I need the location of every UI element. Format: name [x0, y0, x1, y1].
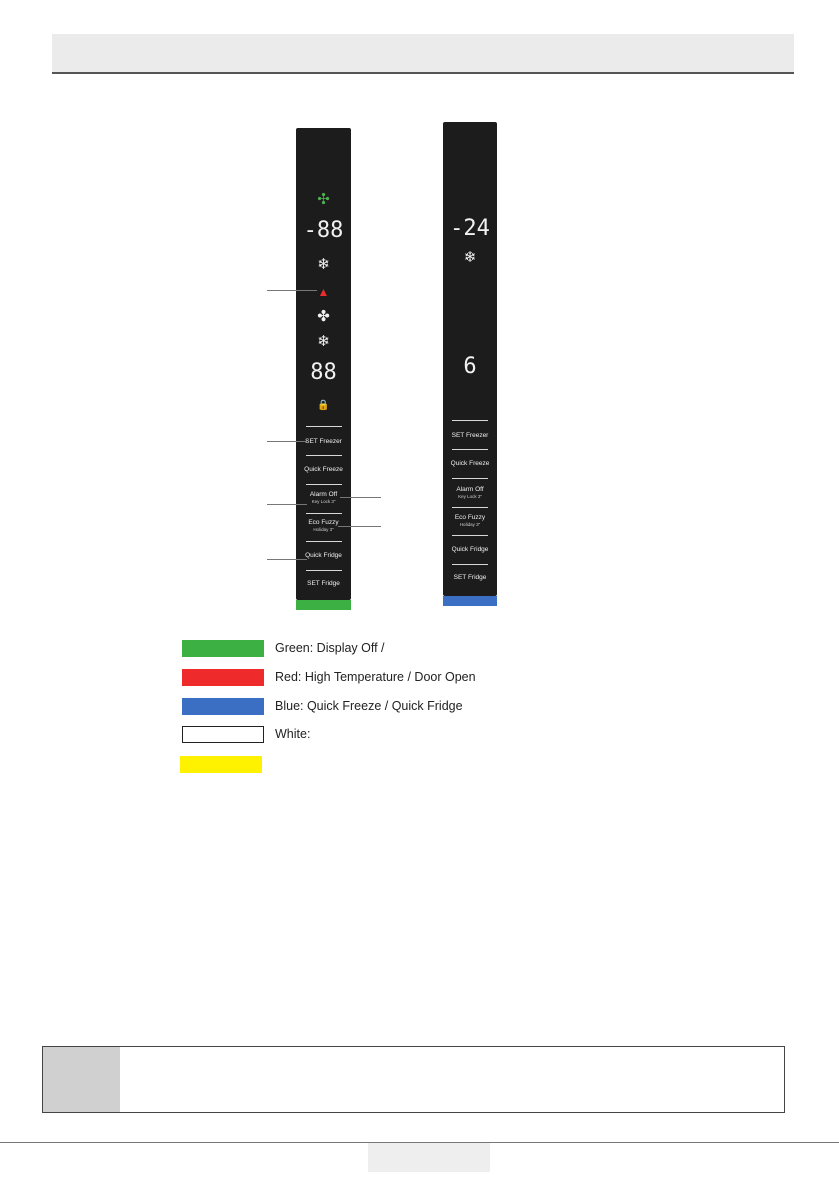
button-divider [306, 455, 342, 456]
note-icon-area [43, 1047, 120, 1112]
legend-text-green: Green: Display Off / [275, 641, 385, 655]
fridge-snowflake-icon: ❄ [317, 333, 330, 350]
legend-swatch-white [182, 726, 264, 743]
lock-icon: 🔒 [317, 400, 330, 411]
legend-swatch-red [182, 669, 264, 686]
set-fridge-button[interactable]: SET Fridge [453, 574, 487, 581]
legend-swatch-blue [182, 698, 264, 715]
eco-fuzzy-button[interactable]: Eco Fuzzy Holiday 3" [308, 519, 339, 532]
quick-freeze-button[interactable]: Quick Freeze [304, 466, 343, 473]
display-panel-left [296, 128, 351, 600]
eco-fuzzy-button[interactable]: Eco Fuzzy Holiday 3" [454, 514, 486, 527]
button-divider [452, 535, 488, 536]
button-divider [452, 478, 488, 479]
callout-line-alarm [267, 290, 317, 291]
callout-line-key-lock [340, 497, 381, 498]
legend-swatch-green [182, 640, 264, 657]
callout-line-holiday [338, 526, 381, 527]
button-divider [306, 426, 342, 427]
button-divider [452, 449, 488, 450]
legend-text-red: Red: High Temperature / Door Open [275, 670, 476, 684]
alarm-off-button[interactable]: Alarm Off Key Lock 3" [456, 486, 484, 499]
set-freezer-button[interactable]: SET Freezer [451, 432, 489, 439]
compressor-icon: ✣ [317, 191, 330, 208]
set-freezer-button[interactable]: SET Freezer [305, 438, 342, 445]
button-divider [452, 564, 488, 565]
fridge-temperature-display: 6 [463, 354, 477, 379]
button-divider [452, 420, 488, 421]
quick-freeze-button[interactable]: Quick Freeze [450, 460, 490, 467]
note-box [42, 1046, 785, 1113]
eco-icon: ✤ [317, 308, 330, 325]
button-divider [306, 541, 342, 542]
legend-text-blue: Blue: Quick Freeze / Quick Fridge [275, 699, 463, 713]
freezer-snowflake-icon: ❄ [317, 256, 330, 273]
legend-text-white: White: [275, 727, 311, 741]
callout-line-quick-fridge [267, 559, 307, 560]
freezer-temperature-display: -88 [303, 218, 344, 243]
callout-line-set-freezer [267, 441, 307, 442]
callout-line-alarm-off [267, 504, 307, 505]
alarm-off-button[interactable]: Alarm Off Key Lock 3" [309, 491, 338, 504]
button-divider [306, 513, 342, 514]
button-divider [306, 484, 342, 485]
set-fridge-button[interactable]: SET Fridge [307, 580, 340, 587]
alarm-warning-icon: ▲ [317, 285, 330, 299]
display-panel-right [443, 122, 497, 596]
display-light-strip-green [296, 600, 351, 610]
freezer-temperature-display: -24 [450, 216, 490, 241]
legend-swatch-yellow [180, 756, 262, 773]
display-light-strip-blue [443, 596, 497, 606]
page-header-bar [52, 34, 794, 74]
button-divider [452, 507, 488, 508]
page-number-tab [368, 1143, 490, 1172]
button-divider [306, 570, 342, 571]
fridge-temperature-display: 88 [310, 360, 337, 385]
freezer-snowflake-icon: ❄ [463, 249, 477, 266]
quick-fridge-button[interactable]: Quick Fridge [451, 546, 489, 553]
quick-fridge-button[interactable]: Quick Fridge [305, 552, 342, 559]
